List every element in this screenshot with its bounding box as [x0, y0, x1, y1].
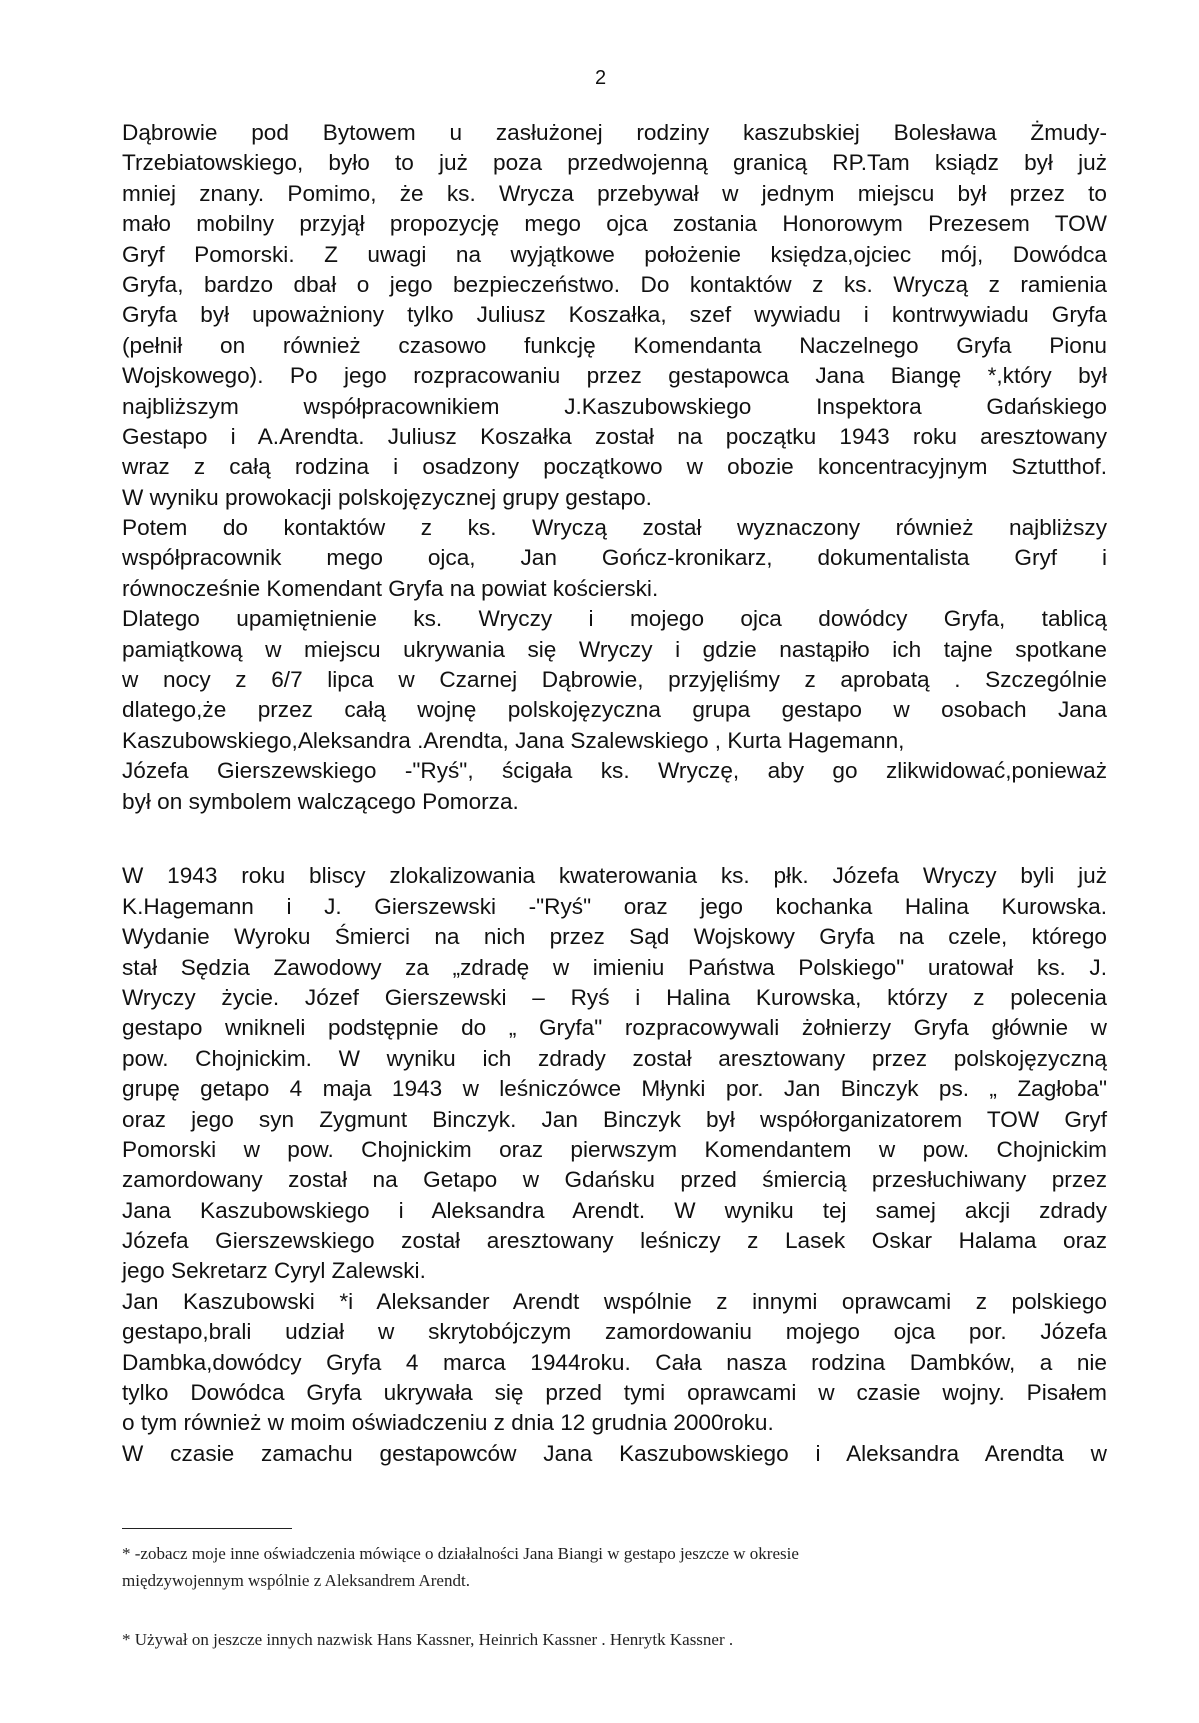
body-line: Wojskowego). Po jego rozpracowaniu przez gestapowca Jana Biangę *,który był	[122, 363, 1107, 389]
body-line: tylko Dowódca Gryfa ukrywała się przed tymi oprawcami w czasie wojny. Pisałem	[122, 1380, 1107, 1406]
body-line: Kaszubowskiego,Aleksandra .Arendta, Jana Szalewskiego , Kurta Hagemann,	[122, 727, 905, 753]
footnote-line: międzywojennym wspólnie z Aleksandrem Arendt.	[122, 1571, 470, 1590]
body-line: równocześnie Komendant Gryfa na powiat kościerski.	[122, 575, 659, 601]
body-line: o tym również w moim oświadczeniu z dnia 12 grudnia 2000roku.	[122, 1410, 774, 1436]
footnote-line: * -zobacz moje inne oświadczenia mówiące o działalności Jana Biangi w gestapo jeszcze w okresie	[122, 1544, 799, 1563]
paragraph-gap	[122, 817, 1107, 847]
body-line: W czasie zamachu gestapowców Jana Kaszubowskiego i Aleksandra Arendta w	[122, 1440, 1107, 1466]
body-line: gestapo,brali udział w skrytobójczym zamordowaniu mojego ojca por. Józefa	[122, 1319, 1107, 1345]
body-line: Jana Kaszubowskiego i Aleksandra Arendt. W wyniku tej samej akcji zdrady	[122, 1197, 1107, 1223]
footnote-line: * Używał on jeszcze innych nazwisk Hans Kassner, Heinrich Kassner . Henrytk Kassner .	[122, 1630, 734, 1649]
body-line: Potem do kontaktów z ks. Wryczą został wyznaczony również najbliższy	[122, 515, 1107, 541]
body-line: Pomorski w pow. Chojnickim oraz pierwszym Komendantem w pow. Chojnickim	[122, 1136, 1107, 1162]
body-line: Wryczy życie. Józef Gierszewski – Ryś i Halina Kurowska, którzy z polecenia	[122, 984, 1107, 1010]
body-line: Józefa Gierszewskiego został aresztowany leśniczy z Lasek Oskar Halama oraz	[122, 1228, 1107, 1254]
body-line: mniej znany. Pomimo, że ks. Wrycza przebywał w jednym miejscu był przez to	[122, 180, 1107, 206]
footnotes	[122, 1540, 1082, 1653]
body-line: dlatego,że przez całą wojnę polskojęzyczna grupa gestapo w osobach Jana	[122, 697, 1107, 723]
body-line: wraz z całą rodzina i osadzony początkowo w obozie koncentracyjnym Sztutthof.	[122, 454, 1107, 480]
body-line: Dambka,dowódcy Gryfa 4 marca 1944roku. Cała nasza rodzina Dambków, a nie	[122, 1349, 1107, 1375]
body-line: Gryf Pomorski. Z uwagi na wyjątkowe położenie księdza,ojciec mój, Dowódca	[122, 241, 1107, 267]
body-line: Gryfa był upoważniony tylko Juliusz Koszałka, szef wywiadu i kontrwywiadu Gryfa	[122, 302, 1107, 328]
body-line: grupę getapo 4 maja 1943 w leśniczówce Młynki por. Jan Binczyk ps. „ Zagłoba"	[122, 1076, 1107, 1102]
body-line: W wyniku prowokacji polskojęzycznej grupy gestapo.	[122, 484, 652, 510]
body-line: Józefa Gierszewskiego -"Ryś", ścigała ks. Wryczę, aby go zlikwidować,ponieważ	[122, 758, 1107, 784]
body-line: stał Sędzia Zawodowy za „zdradę w imieniu Państwa Polskiego" uratował ks. J.	[122, 954, 1107, 980]
body-line: najbliższym współpracownikiem J.Kaszubowskiego Inspektora Gdańskiego	[122, 393, 1107, 419]
body-line: (pełnił on również czasowo funkcję Komendanta Naczelnego Gryfa Pionu	[122, 332, 1107, 358]
body-line: Gryfa, bardzo dbał o jego bezpieczeństwo. Do kontaktów z ks. Wryczą z ramienia	[122, 271, 1107, 297]
body-line: W 1943 roku bliscy zlokalizowania kwaterowania ks. płk. Józefa Wryczy byli już	[122, 863, 1107, 889]
body-line: Trzebiatowskiego, było to już poza przedwojenną granicą RP.Tam ksiądz był już	[122, 150, 1107, 176]
body-line: pow. Chojnickim. W wyniku ich zdrady został aresztowany przez polskojęzyczną	[122, 1045, 1107, 1071]
paragraph-gap	[122, 847, 1107, 861]
body-line: gestapo wnikneli podstępnie do „ Gryfa" rozpracowywali żołnierzy Gryfa głównie w	[122, 1015, 1107, 1041]
body-line: K.Hagemann i J. Gierszewski -"Ryś" oraz jego kochanka Halina Kurowska.	[122, 893, 1107, 919]
body-line: Jan Kaszubowski *i Aleksander Arendt wspólnie z innymi oprawcami z polskiego	[122, 1288, 1107, 1314]
body-line: współpracownik mego ojca, Jan Gończ-kronikarz, dokumentalista Gryf i	[122, 545, 1107, 571]
body-line: był on symbolem walczącego Pomorza.	[122, 788, 519, 814]
body-line: jego Sekretarz Cyryl Zalewski.	[122, 1258, 426, 1284]
body-line: Dlatego upamiętnienie ks. Wryczy i mojego ojca dowódcy Gryfa, tablicą	[122, 606, 1107, 632]
document-body	[122, 118, 1107, 1469]
body-line: w nocy z 6/7 lipca w Czarnej Dąbrowie, przyjęliśmy z aprobatą . Szczególnie	[122, 667, 1107, 693]
body-line: oraz jego syn Zygmunt Binczyk. Jan Binczyk był współorganizatorem TOW Gryf	[122, 1106, 1107, 1132]
body-line: mało mobilny przyjął propozycję mego ojca zostania Honorowym Prezesem TOW	[122, 211, 1107, 237]
body-line: Gestapo i A.Arendta. Juliusz Koszałka został na początku 1943 roku aresztowany	[122, 423, 1107, 449]
body-line: zamordowany został na Getapo w Gdańsku przed śmiercią przesłuchiwany przez	[122, 1167, 1107, 1193]
footnote-divider	[122, 1528, 292, 1529]
footnote-gap	[122, 1594, 1082, 1626]
body-line: pamiątkową w miejscu ukrywania się Wryczy i gdzie nastąpiło ich tajne spotkane	[122, 636, 1107, 662]
body-line: Wydanie Wyroku Śmierci na nich przez Sąd Wojskowy Gryfa na czele, którego	[122, 924, 1107, 950]
body-line: Dąbrowie pod Bytowem u zasłużonej rodziny kaszubskiej Bolesława Żmudy-	[122, 120, 1107, 145]
page-number: 2	[595, 67, 607, 89]
